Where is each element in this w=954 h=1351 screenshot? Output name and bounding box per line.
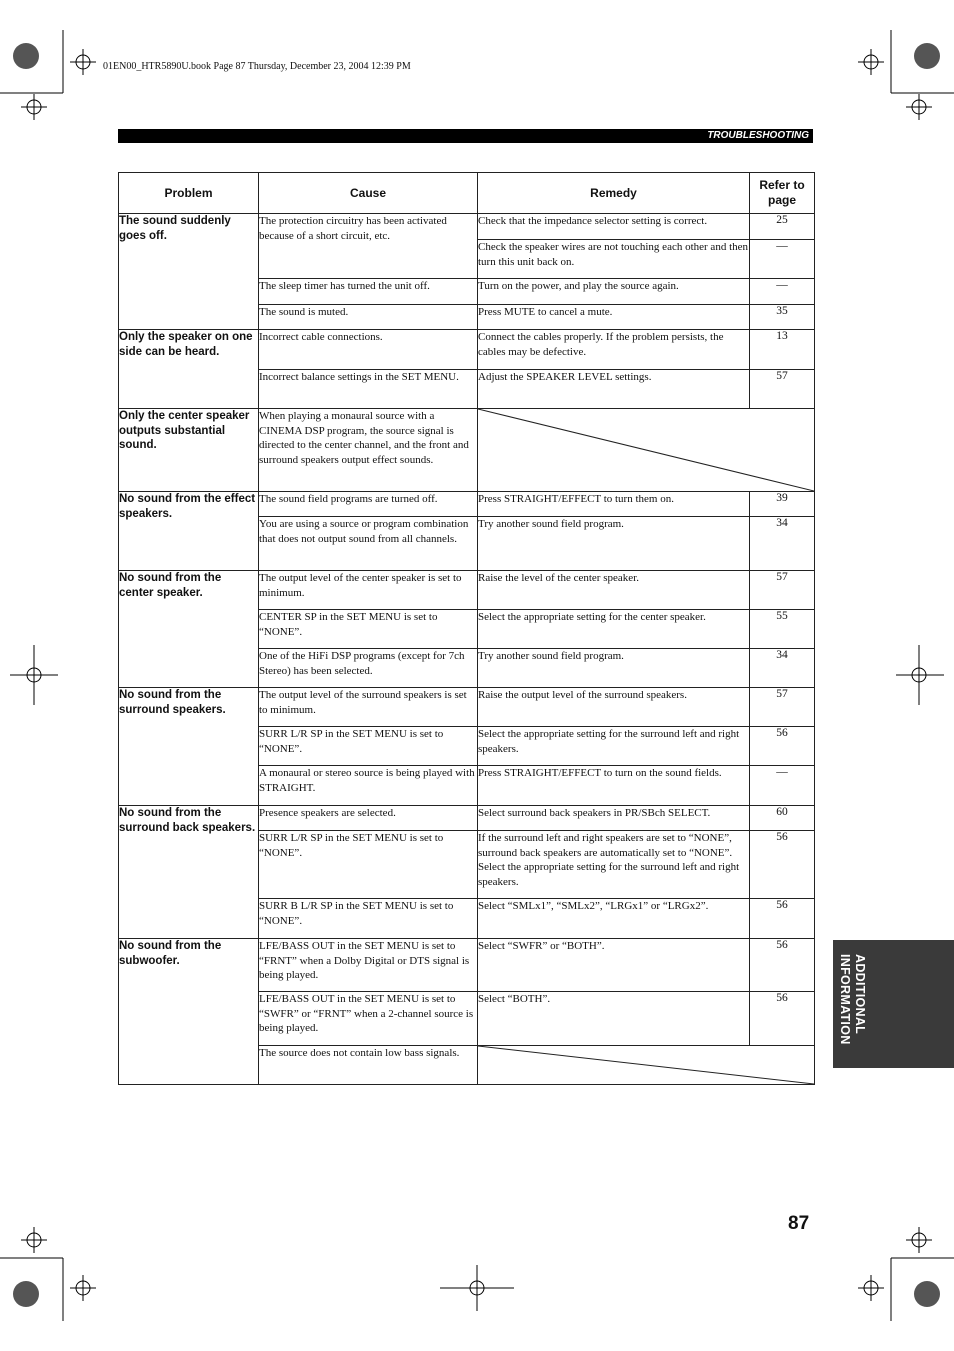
page-ref-cell: — — [750, 279, 815, 305]
remedy-cell: Press MUTE to cancel a mute. — [478, 305, 750, 330]
page-ref-cell: 25 — [750, 214, 815, 240]
remedy-cell: Select surround back speakers in PR/SBch SELECT. — [478, 806, 750, 831]
page-ref-cell: 56 — [750, 899, 815, 939]
print-info: 01EN00_HTR5890U.book Page 87 Thursday, December 23, 2004 12:39 PM — [103, 61, 411, 72]
cause-cell: LFE/BASS OUT in the SET MENU is set to “SWFR” or “FRNT” when a 2-channel source is being played. — [259, 992, 478, 1046]
cause-cell: The sound is muted. — [259, 305, 478, 330]
page-ref-cell: — — [750, 766, 815, 806]
remedy-cell: Check that the impedance selector setting is correct. — [478, 214, 750, 240]
table-row — [119, 330, 815, 370]
cause-cell: The source does not contain low bass signals. — [259, 1046, 478, 1085]
cause-cell: Incorrect cable connections. — [259, 330, 478, 370]
table-row — [119, 492, 815, 517]
not-applicable-cell — [478, 1046, 815, 1085]
cause-cell: Presence speakers are selected. — [259, 806, 478, 831]
problem-cell: No sound from the surround speakers. — [119, 688, 259, 806]
side-tab-label — [837, 954, 867, 1045]
side-tab-line2: INFORMATION — [838, 954, 852, 1045]
remedy-cell: Raise the level of the center speaker. — [478, 571, 750, 610]
remedy-cell: Raise the output level of the surround speakers. — [478, 688, 750, 727]
cause-cell: CENTER SP in the SET MENU is set to “NONE”. — [259, 610, 478, 649]
problem-cell: Only the center speaker outputs substantial sound. — [119, 409, 259, 492]
page-ref-cell: 39 — [750, 492, 815, 517]
problem-cell: The sound suddenly goes off. — [119, 214, 259, 330]
header-refer-to-page: Refer to page — [750, 173, 815, 214]
cause-cell: The protection circuitry has been activated because of a short circuit, etc. — [259, 214, 478, 279]
table-header-row — [119, 173, 815, 214]
page-ref-cell: 55 — [750, 610, 815, 649]
table-row — [119, 806, 815, 831]
problem-cell: No sound from the effect speakers. — [119, 492, 259, 571]
cause-cell: The output level of the surround speakers is set to minimum. — [259, 688, 478, 727]
cause-cell: When playing a monaural source with a CINEMA DSP program, the source signal is directed to the center channel, and the front and surround speakers output effect sounds. — [259, 409, 478, 492]
remedy-cell: Try another sound field program. — [478, 517, 750, 571]
cause-cell: A monaural or stereo source is being played with STRAIGHT. — [259, 766, 478, 806]
page-ref-cell: 57 — [750, 571, 815, 610]
section-title: TROUBLESHOOTING — [707, 130, 809, 141]
remedy-cell: Check the speaker wires are not touching each other and then turn this unit back on. — [478, 240, 750, 279]
page-ref-cell: 56 — [750, 831, 815, 899]
remedy-cell: Select “SWFR” or “BOTH”. — [478, 939, 750, 992]
table-row — [119, 571, 815, 610]
not-applicable-cell — [478, 409, 815, 492]
header-cause: Cause — [259, 173, 478, 214]
remedy-cell: Select the appropriate setting for the surround left and right speakers. — [478, 727, 750, 766]
cause-cell: SURR L/R SP in the SET MENU is set to “NONE”. — [259, 727, 478, 766]
remedy-cell: Adjust the SPEAKER LEVEL settings. — [478, 370, 750, 409]
page-ref-cell: 35 — [750, 305, 815, 330]
side-tab-line1: ADDITIONAL — [853, 954, 867, 1035]
cause-cell: SURR B L/R SP in the SET MENU is set to “NONE”. — [259, 899, 478, 939]
remedy-cell: Select “BOTH”. — [478, 992, 750, 1046]
cause-cell: The sleep timer has turned the unit off. — [259, 279, 478, 305]
cause-cell: One of the HiFi DSP programs (except for 7ch Stereo) has been selected. — [259, 649, 478, 688]
header-remedy: Remedy — [478, 173, 750, 214]
cause-cell: Incorrect balance settings in the SET MENU. — [259, 370, 478, 409]
section-header-bar — [118, 129, 813, 143]
remedy-cell: Try another sound field program. — [478, 649, 750, 688]
remedy-cell: Select “SMLx1”, “SMLx2”, “LRGx1” or “LRGx2”. — [478, 899, 750, 939]
page-ref-cell: 13 — [750, 330, 815, 370]
remedy-cell: If the surround left and right speakers are set to “NONE”, surround back speakers are automatically set to “NONE”. Select the appropriate setting for the surround left and right speakers. — [478, 831, 750, 899]
table-row — [119, 214, 815, 240]
page-ref-cell: 60 — [750, 806, 815, 831]
page-ref-cell: — — [750, 240, 815, 279]
cause-cell: You are using a source or program combination that does not output sound from all channels. — [259, 517, 478, 571]
problem-cell: No sound from the subwoofer. — [119, 939, 259, 1085]
remedy-cell: Press STRAIGHT/EFFECT to turn on the sound fields. — [478, 766, 750, 806]
table-row — [119, 939, 815, 992]
cause-cell: The sound field programs are turned off. — [259, 492, 478, 517]
page-ref-cell: 56 — [750, 992, 815, 1046]
cause-cell: The output level of the center speaker is set to minimum. — [259, 571, 478, 610]
troubleshooting-table — [118, 172, 815, 1085]
page-ref-cell: 34 — [750, 517, 815, 571]
problem-cell: No sound from the surround back speakers. — [119, 806, 259, 939]
table-row — [119, 688, 815, 727]
page-ref-cell: 57 — [750, 370, 815, 409]
diagonal-strike — [478, 409, 814, 491]
remedy-cell: Select the appropriate setting for the center speaker. — [478, 610, 750, 649]
table-row — [119, 409, 815, 492]
problem-cell: Only the speaker on one side can be heard. — [119, 330, 259, 409]
remedy-cell: Press STRAIGHT/EFFECT to turn them on. — [478, 492, 750, 517]
side-tab — [833, 940, 954, 1068]
cause-cell: SURR L/R SP in the SET MENU is set to “NONE”. — [259, 831, 478, 899]
page-ref-cell: 34 — [750, 649, 815, 688]
remedy-cell: Connect the cables properly. If the problem persists, the cables may be defective. — [478, 330, 750, 370]
diagonal-strike — [478, 1046, 814, 1084]
page-ref-cell: 56 — [750, 939, 815, 992]
page-ref-cell: 57 — [750, 688, 815, 727]
page-ref-cell: 56 — [750, 727, 815, 766]
cause-cell: LFE/BASS OUT in the SET MENU is set to “FRNT” when a Dolby Digital or DTS signal is being played. — [259, 939, 478, 992]
remedy-cell: Turn on the power, and play the source again. — [478, 279, 750, 305]
page-number: 87 — [788, 1213, 810, 1234]
problem-cell: No sound from the center speaker. — [119, 571, 259, 688]
header-problem: Problem — [119, 173, 259, 214]
